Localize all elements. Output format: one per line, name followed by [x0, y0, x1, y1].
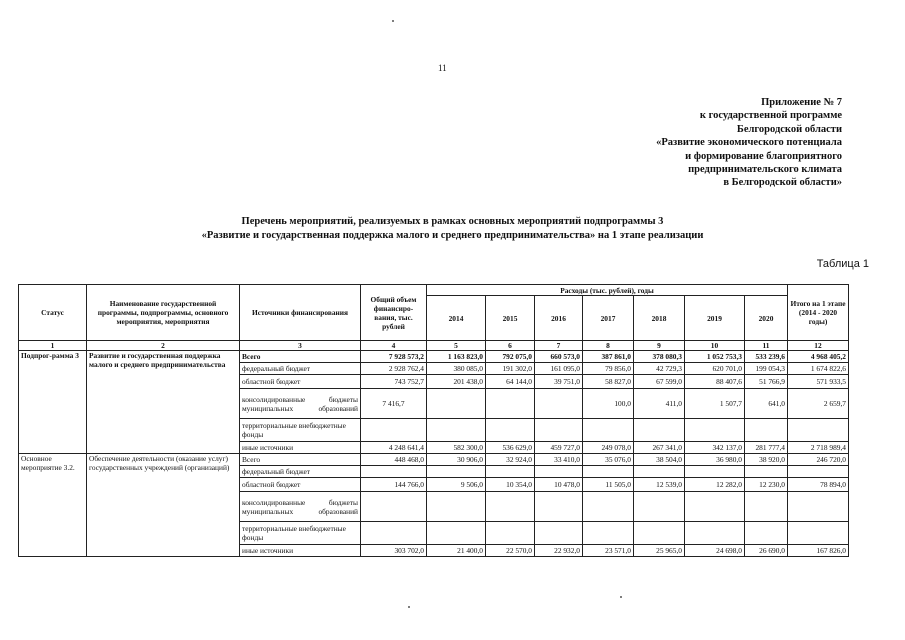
- total-cell: [361, 466, 427, 478]
- source-cell: областной бюджет: [240, 375, 361, 389]
- appendix-line: «Развитие экономического потенциала: [656, 137, 842, 149]
- year-value-cell: [427, 466, 486, 478]
- column-number: 12: [788, 341, 849, 351]
- total-cell: 7 416,7: [361, 389, 427, 419]
- stage-total-cell: [788, 419, 849, 442]
- year-value-cell: 1 052 753,3: [685, 351, 745, 363]
- header-total: Общий объем финансиро-вания, тыс. рублей: [361, 285, 427, 341]
- year-value-cell: 9 506,0: [427, 478, 486, 492]
- header-year: 2019: [685, 296, 745, 341]
- column-number: 10: [685, 341, 745, 351]
- year-value-cell: [583, 492, 634, 522]
- total-cell: [361, 419, 427, 442]
- year-value-cell: 660 573,0: [535, 351, 583, 363]
- year-value-cell: 26 690,0: [745, 545, 788, 557]
- measure-name-cell: Обеспечение деятельности (оказание услуг) государственных учреждений (организаций): [87, 454, 240, 557]
- header-sources: Источники финансирования: [240, 285, 361, 341]
- column-number: 2: [87, 341, 240, 351]
- appendix-line: в Белгородской области»: [723, 177, 842, 189]
- source-cell: иные источники: [240, 545, 361, 557]
- appendix-line: и формирование благоприятного: [685, 150, 842, 162]
- measure-name-cell: Развитие и государственная поддержка малого и среднего предпринимательства: [87, 351, 240, 454]
- year-value-cell: [535, 466, 583, 478]
- stage-total-cell: 1 674 822,6: [788, 363, 849, 375]
- total-cell: 448 468,0: [361, 454, 427, 466]
- year-value-cell: [486, 492, 535, 522]
- stage-total-cell: [788, 492, 849, 522]
- appendix-line: Белгородской области: [736, 123, 842, 135]
- year-value-cell: [427, 522, 486, 545]
- year-value-cell: [535, 389, 583, 419]
- column-number: 6: [486, 341, 535, 351]
- source-cell: Всего: [240, 351, 361, 363]
- year-value-cell: 33 410,0: [535, 454, 583, 466]
- year-value-cell: 42 729,3: [634, 363, 685, 375]
- year-value-cell: 191 302,0: [486, 363, 535, 375]
- year-value-cell: 24 698,0: [685, 545, 745, 557]
- source-cell: Всего: [240, 454, 361, 466]
- stage-total-cell: 246 720,0: [788, 454, 849, 466]
- stage-total-cell: 571 933,5: [788, 375, 849, 389]
- year-value-cell: 620 701,0: [685, 363, 745, 375]
- year-value-cell: [427, 492, 486, 522]
- appendix-block: [522, 96, 842, 190]
- scan-speck: [392, 20, 394, 22]
- year-value-cell: [634, 522, 685, 545]
- column-number: 9: [634, 341, 685, 351]
- year-value-cell: 380 085,0: [427, 363, 486, 375]
- source-cell: федеральный бюджет: [240, 466, 361, 478]
- year-value-cell: 88 407,6: [685, 375, 745, 389]
- year-value-cell: [486, 522, 535, 545]
- year-value-cell: 10 478,0: [535, 478, 583, 492]
- year-value-cell: [745, 492, 788, 522]
- column-number: 11: [745, 341, 788, 351]
- year-value-cell: [685, 419, 745, 442]
- year-value-cell: 11 505,0: [583, 478, 634, 492]
- heading-line: Перечень мероприятий, реализуемых в рамках основных мероприятий подпрограммы 3: [241, 216, 664, 227]
- header-year: 2018: [634, 296, 685, 341]
- year-value-cell: [486, 466, 535, 478]
- total-cell: 4 248 641,4: [361, 442, 427, 454]
- year-value-cell: 23 571,0: [583, 545, 634, 557]
- stage-total-cell: [788, 466, 849, 478]
- appendix-line: к государственной программе: [699, 110, 842, 122]
- year-value-cell: [583, 419, 634, 442]
- year-value-cell: 25 965,0: [634, 545, 685, 557]
- year-value-cell: 281 777,4: [745, 442, 788, 454]
- year-value-cell: 199 054,3: [745, 363, 788, 375]
- year-value-cell: 1 163 823,0: [427, 351, 486, 363]
- year-value-cell: [634, 419, 685, 442]
- expenses-table: [18, 284, 849, 557]
- column-number: 8: [583, 341, 634, 351]
- year-value-cell: 582 300,0: [427, 442, 486, 454]
- year-value-cell: 35 076,0: [583, 454, 634, 466]
- source-cell: иные источники: [240, 442, 361, 454]
- year-value-cell: 201 438,0: [427, 375, 486, 389]
- year-value-cell: 536 629,0: [486, 442, 535, 454]
- year-value-cell: 100,0: [583, 389, 634, 419]
- stage-total-cell: 167 826,0: [788, 545, 849, 557]
- year-value-cell: [486, 419, 535, 442]
- year-value-cell: [745, 419, 788, 442]
- header-year: 2015: [486, 296, 535, 341]
- year-value-cell: 792 075,0: [486, 351, 535, 363]
- header-expenses: Расходы (тыс. рублей), годы: [427, 285, 788, 296]
- year-value-cell: 12 282,0: [685, 478, 745, 492]
- source-cell: федеральный бюджет: [240, 363, 361, 375]
- total-cell: 7 928 573,2: [361, 351, 427, 363]
- year-value-cell: 79 856,0: [583, 363, 634, 375]
- year-value-cell: 12 230,0: [745, 478, 788, 492]
- year-value-cell: [583, 466, 634, 478]
- document-heading: [0, 215, 905, 243]
- column-number: 4: [361, 341, 427, 351]
- year-value-cell: [535, 419, 583, 442]
- year-value-cell: 22 932,0: [535, 545, 583, 557]
- year-value-cell: [634, 466, 685, 478]
- stage-total-cell: 4 968 405,2: [788, 351, 849, 363]
- stage-total-cell: 2 659,7: [788, 389, 849, 419]
- status-cell: Основное мероприятие 3.2.: [19, 454, 87, 557]
- year-value-cell: 30 906,0: [427, 454, 486, 466]
- year-value-cell: 342 137,0: [685, 442, 745, 454]
- stage-total-cell: 78 894,0: [788, 478, 849, 492]
- year-value-cell: 36 980,0: [685, 454, 745, 466]
- year-value-cell: 67 599,0: [634, 375, 685, 389]
- source-cell: областной бюджет: [240, 478, 361, 492]
- year-value-cell: [535, 522, 583, 545]
- year-value-cell: 39 751,0: [535, 375, 583, 389]
- year-value-cell: [685, 492, 745, 522]
- header-year: 2020: [745, 296, 788, 341]
- year-value-cell: [486, 389, 535, 419]
- scan-speck: [408, 606, 410, 608]
- year-value-cell: 411,0: [634, 389, 685, 419]
- year-value-cell: 267 341,0: [634, 442, 685, 454]
- heading-line: «Развитие и государственная поддержка малого и среднего предпринимательства» на 1 этапе реализации: [201, 230, 704, 241]
- year-value-cell: 1 507,7: [685, 389, 745, 419]
- year-value-cell: 10 354,0: [486, 478, 535, 492]
- year-value-cell: 387 861,0: [583, 351, 634, 363]
- total-cell: 144 766,0: [361, 478, 427, 492]
- source-cell: консолидированные бюджеты муниципальных образований: [240, 492, 361, 522]
- table-label: Таблица 1: [816, 258, 869, 270]
- year-value-cell: 21 400,0: [427, 545, 486, 557]
- total-cell: [361, 492, 427, 522]
- year-value-cell: 161 095,0: [535, 363, 583, 375]
- year-value-cell: 58 827,0: [583, 375, 634, 389]
- year-value-cell: 378 080,3: [634, 351, 685, 363]
- column-number: 5: [427, 341, 486, 351]
- column-number: 3: [240, 341, 361, 351]
- stage-total-cell: 2 718 989,4: [788, 442, 849, 454]
- total-cell: 303 702,0: [361, 545, 427, 557]
- header-year: 2016: [535, 296, 583, 341]
- header-year: 2017: [583, 296, 634, 341]
- stage-total-cell: [788, 522, 849, 545]
- column-number: 1: [19, 341, 87, 351]
- scan-speck: [620, 596, 622, 598]
- header-name: Наименование государственной программы, подпрограммы, основного мероприятия, мероприятия: [87, 285, 240, 341]
- year-value-cell: 64 144,0: [486, 375, 535, 389]
- page-number: 11: [438, 63, 447, 73]
- header-stage-total: Итого на 1 этапе (2014 - 2020 годы): [788, 285, 849, 341]
- header-year: 2014: [427, 296, 486, 341]
- table-row: [19, 351, 849, 363]
- year-value-cell: [745, 466, 788, 478]
- year-value-cell: 12 539,0: [634, 478, 685, 492]
- year-value-cell: 641,0: [745, 389, 788, 419]
- total-cell: [361, 522, 427, 545]
- year-value-cell: [535, 492, 583, 522]
- year-value-cell: 38 920,0: [745, 454, 788, 466]
- total-cell: 2 928 762,4: [361, 363, 427, 375]
- status-cell: Подпрог-рамма 3: [19, 351, 87, 454]
- source-cell: территориальные внебюджетные фонды: [240, 419, 361, 442]
- year-value-cell: 249 078,0: [583, 442, 634, 454]
- year-value-cell: [685, 466, 745, 478]
- header-status: Статус: [19, 285, 87, 341]
- year-value-cell: 533 239,6: [745, 351, 788, 363]
- year-value-cell: 51 766,9: [745, 375, 788, 389]
- year-value-cell: [427, 419, 486, 442]
- year-value-cell: [583, 522, 634, 545]
- table-row: [19, 454, 849, 466]
- source-cell: территориальные внебюджетные фонды: [240, 522, 361, 545]
- column-number: 7: [535, 341, 583, 351]
- year-value-cell: 32 924,0: [486, 454, 535, 466]
- year-value-cell: [427, 389, 486, 419]
- appendix-line: Приложение № 7: [761, 97, 842, 108]
- year-value-cell: [685, 522, 745, 545]
- year-value-cell: [634, 492, 685, 522]
- year-value-cell: [745, 522, 788, 545]
- year-value-cell: 38 504,0: [634, 454, 685, 466]
- year-value-cell: 22 570,0: [486, 545, 535, 557]
- appendix-line: предпринимательского климата: [688, 164, 842, 176]
- year-value-cell: 459 727,0: [535, 442, 583, 454]
- source-cell: консолидированные бюджеты муниципальных образований: [240, 389, 361, 419]
- total-cell: 743 752,7: [361, 375, 427, 389]
